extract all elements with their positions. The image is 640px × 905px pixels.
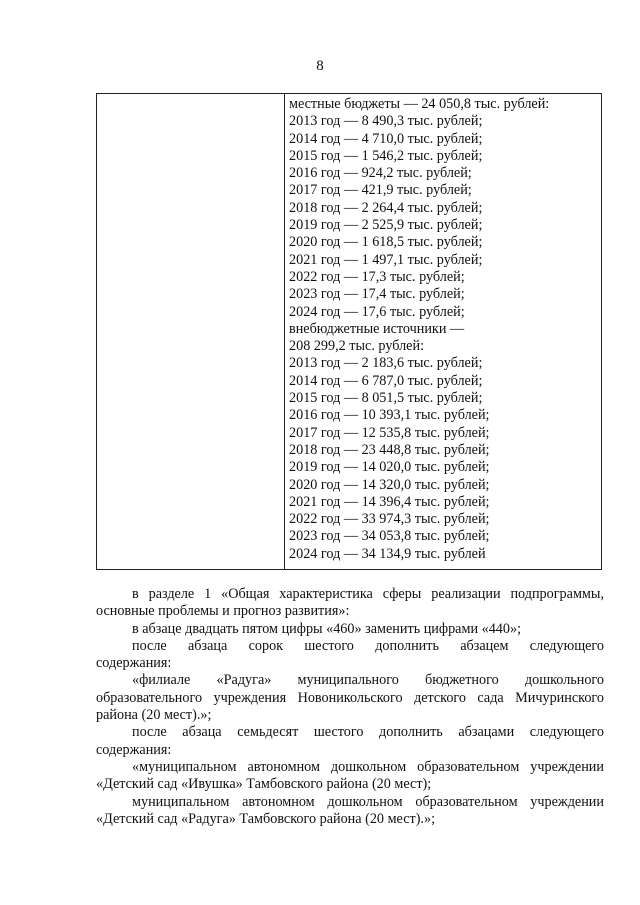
- paragraph-line: образовательного учреждения Новоникольского детского сада Мичуринского района (20 мест).»;: [96, 689, 604, 724]
- table-line: 2019 год — 14 020,0 тыс. рублей;: [289, 459, 490, 476]
- paragraph-replace-digits: в абзаце двадцать пятом цифры «460» заменить цифрами «440»;: [132, 620, 522, 637]
- column-divider: [284, 94, 285, 569]
- table-line: 2016 год — 924,2 тыс. рублей;: [289, 165, 472, 182]
- table-line: 2014 год — 4 710,0 тыс. рублей;: [289, 130, 483, 147]
- funding-cell: [289, 96, 597, 563]
- table-line: 2021 год — 1 497,1 тыс. рублей;: [289, 251, 483, 268]
- table-line: 2013 год — 2 183,6 тыс. рублей;: [289, 355, 483, 372]
- paragraph-line: содержания:: [96, 741, 172, 758]
- table-line: 2021 год — 14 396,4 тыс. рублей;: [289, 493, 490, 510]
- table-line: 2015 год — 8 051,5 тыс. рублей;: [289, 390, 483, 407]
- table-line: 2015 год — 1 546,2 тыс. рублей;: [289, 147, 483, 164]
- table-line: 2020 год — 14 320,0 тыс. рублей;: [289, 476, 490, 493]
- table-line: 208 299,2 тыс. рублей:: [289, 338, 425, 355]
- table-line: 2017 год — 12 535,8 тыс. рублей;: [289, 424, 490, 441]
- table-line: внебюджетные источники —: [289, 320, 465, 337]
- table-line: 2018 год — 23 448,8 тыс. рублей;: [289, 441, 490, 458]
- page-number: 8: [316, 58, 324, 74]
- table-line: 2023 год — 34 053,8 тыс. рублей;: [289, 528, 490, 545]
- table-line: 2016 год — 10 393,1 тыс. рублей;: [289, 407, 490, 424]
- paragraph-line: «филиале «Радуга» муниципального бюджетного дошкольного: [132, 672, 604, 689]
- paragraph-line: содержания:: [96, 655, 172, 672]
- paragraph-ivushka: «муниципальном автономном дошкольном образовательном учреждении «Детский сад «Ивушка» Тамбовского района (20 мест);: [96, 758, 604, 793]
- paragraph-line: после абзаца сорок шестого дополнить абзацем следующего: [132, 637, 604, 654]
- table-line: 2024 год — 17,6 тыс. рублей;: [289, 303, 465, 320]
- table-line: 2023 год — 17,4 тыс. рублей;: [289, 286, 465, 303]
- table-line: 2013 год — 8 490,3 тыс. рублей;: [289, 113, 483, 130]
- paragraph-raduga-branch: [96, 672, 604, 724]
- document-body: [96, 586, 604, 828]
- table-line: 2017 год — 421,9 тыс. рублей;: [289, 182, 472, 199]
- table-line: 2022 год — 17,3 тыс. рублей;: [289, 268, 465, 285]
- table-line: 2024 год — 34 134,9 тыс. рублей: [289, 545, 486, 562]
- paragraph-section-1: в разделе 1 «Общая характеристика сферы реализации подпрограммы, основные проблемы и прогноз развития»:: [96, 586, 604, 620]
- table-line: 2020 год — 1 618,5 тыс. рублей;: [289, 234, 483, 251]
- funding-table: [96, 93, 602, 570]
- table-line: 2014 год — 6 787,0 тыс. рублей;: [289, 372, 483, 389]
- table-line: местные бюджеты — 24 050,8 тыс. рублей:: [289, 96, 550, 112]
- paragraph-raduga: муниципальном автономном дошкольном образовательном учреждении «Детский сад «Радуга» Тамбовского района (20 мест).»;: [96, 793, 604, 827]
- table-line: 2019 год — 2 525,9 тыс. рублей;: [289, 217, 483, 234]
- paragraph-line: после абзаца семьдесят шестого дополнить абзацами следующего: [132, 724, 604, 741]
- paragraph-after-46: [96, 638, 604, 673]
- paragraph-after-76: [96, 724, 604, 759]
- table-line: 2022 год — 33 974,3 тыс. рублей;: [289, 511, 490, 528]
- table-line: 2018 год — 2 264,4 тыс. рублей;: [289, 199, 483, 216]
